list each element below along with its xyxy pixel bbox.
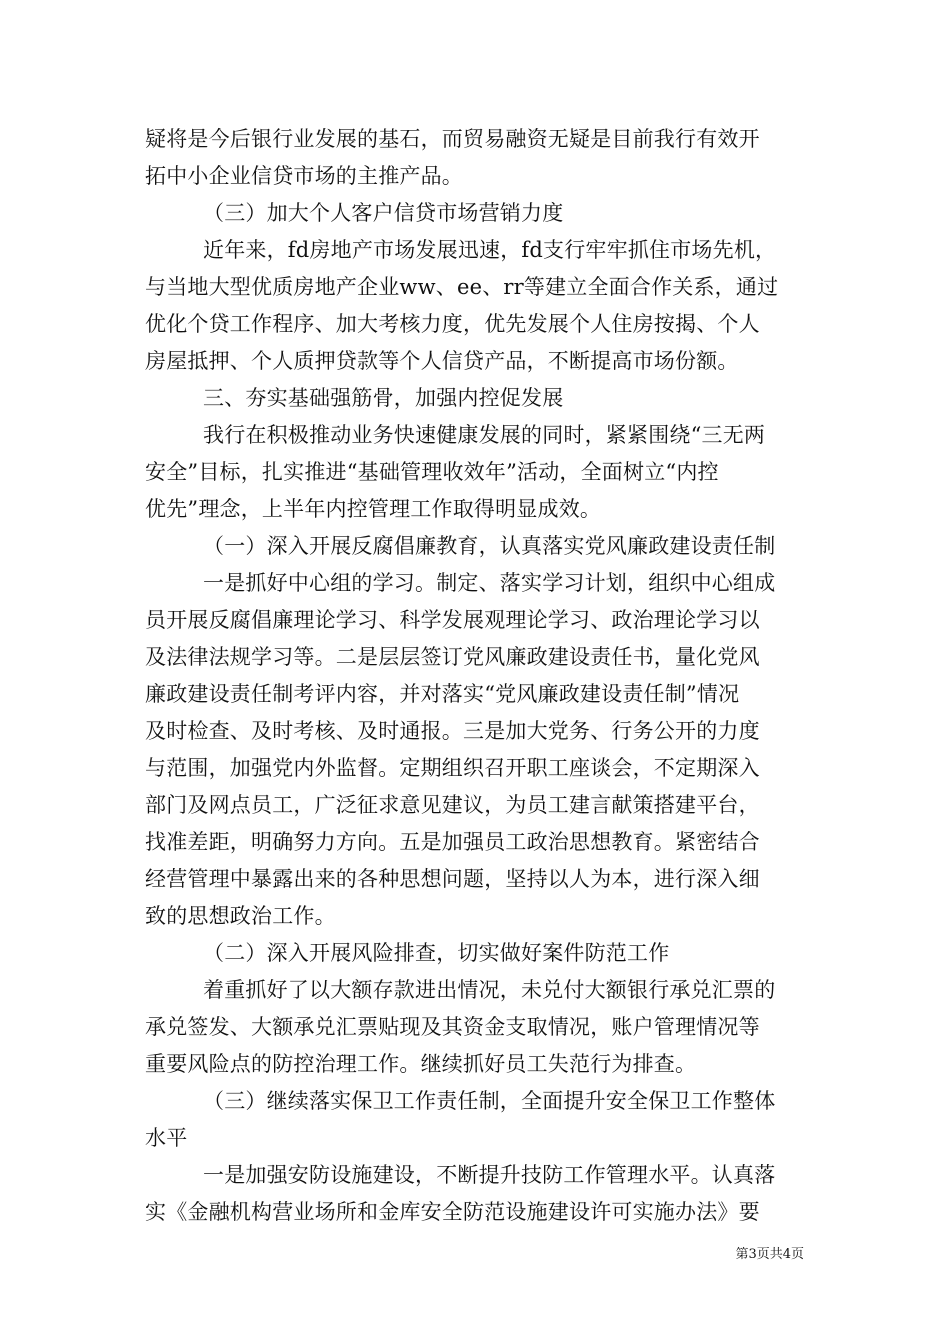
text-line: 与范围，加强党内外监督。定期组织召开职工座谈会，不定期深入 (145, 756, 760, 780)
section-heading: （三）继续落实保卫工作责任制，全面提升安全保卫工作整体 (203, 1089, 776, 1113)
text-line: 优化个贷工作程序、加大考核力度，优先发展个人住房按揭、个人 (145, 312, 760, 336)
text-line: 部门及网点员工，广泛征求意见建议，为员工建言献策搭建平台， (145, 793, 760, 817)
text-line: 找准差距，明确努力方向。五是加强员工政治思想教育。紧密结合 (145, 830, 760, 854)
text-line: 及时检查、及时考核、及时通报。三是加大党务、行务公开的力度 (145, 719, 760, 743)
text-line: 着重抓好了以大额存款进出情况，未兑付大额银行承兑汇票的 (203, 978, 776, 1002)
document-body (145, 121, 815, 1231)
section-heading: （三）加大个人客户信贷市场营销力度 (203, 201, 564, 225)
text-line: 一是加强安防设施建设，不断提升技防工作管理水平。认真落 (203, 1163, 776, 1187)
text-line: 疑将是今后银行业发展的基石，而贸易融资无疑是目前我行有效开 (145, 127, 760, 151)
text-line: 实《金融机构营业场所和金库安全防范设施建设许可实施办法》要 (145, 1200, 760, 1224)
section-heading: （二）深入开展风险排查，切实做好案件防范工作 (203, 941, 670, 965)
text-line: 及法律法规学习等。二是层层签订党风廉政建设责任书，量化党风 (145, 645, 760, 669)
text-line: 近年来，fd房地产市场发展迅速，fd支行牢牢抓住市场先机， (203, 238, 777, 262)
text-line: 致的思想政治工作。 (145, 904, 336, 928)
text-line: 承兑签发、大额承兑汇票贴现及其资金支取情况，账户管理情况等 (145, 1015, 760, 1039)
section-heading: （一）深入开展反腐倡廉教育，认真落实党风廉政建设责任制 (203, 534, 776, 558)
text-line: 重要风险点的防控治理工作。继续抓好员工失范行为排查。 (145, 1052, 697, 1076)
text-line: 安全”目标，扎实推进“基础管理收效年”活动，全面树立“内控 (145, 460, 719, 484)
section-heading: 三、夯实基础强筋骨，加强内控促发展 (203, 386, 564, 410)
page-number-footer: 第3页共4页 (735, 1247, 804, 1262)
text-line: 廉政建设责任制考评内容，并对落实“党风廉政建设责任制”情况 (145, 682, 740, 706)
text-line: 经营管理中暴露出来的各种思想问题，坚持以人为本，进行深入细 (145, 867, 760, 891)
text-line: 员开展反腐倡廉理论学习、科学发展观理论学习、政治理论学习以 (145, 608, 760, 632)
text-line: 拓中小企业信贷市场的主推产品。 (145, 164, 463, 188)
text-line: 与当地大型优质房地产企业ww、ee、rr等建立全面合作关系，通过 (145, 275, 779, 299)
text-line: 我行在积极推动业务快速健康发展的同时，紧紧围绕“三无两 (203, 423, 766, 447)
section-heading-continued: 水平 (145, 1126, 188, 1150)
text-line: 一是抓好中心组的学习。制定、落实学习计划，组织中心组成 (203, 571, 776, 595)
text-line: 优先”理念，上半年内控管理工作取得明显成效。 (145, 497, 602, 521)
text-line: 房屋抵押、个人质押贷款等个人信贷产品，不断提高市场份额。 (145, 349, 739, 373)
